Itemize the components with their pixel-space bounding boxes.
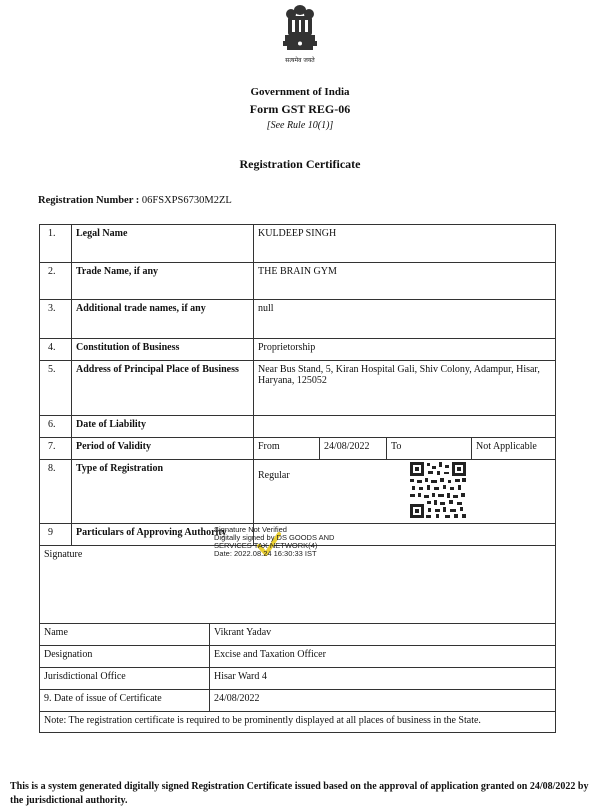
row-2-number: 2. bbox=[39, 262, 72, 300]
name-value: Vikrant Yadav bbox=[209, 623, 556, 646]
row-3-number: 3. bbox=[39, 299, 72, 339]
signature-signer-line-2: SERVICES TAX NETWORK(4) bbox=[214, 541, 318, 550]
emblem-motto: सत्यमेव जयते bbox=[285, 57, 315, 64]
registration-number-label: Registration Number : bbox=[38, 195, 142, 206]
row-9-label: Particulars of Approving Authority bbox=[71, 523, 254, 546]
qr-code-icon bbox=[410, 462, 466, 518]
signature-status: Signature Not Verified bbox=[214, 525, 287, 534]
row-7-label: Period of Validity bbox=[71, 437, 254, 460]
certificate-title: Registration Certificate bbox=[239, 157, 361, 171]
row-2-value: THE BRAIN GYM bbox=[253, 262, 556, 300]
government-heading: Government of India bbox=[250, 86, 350, 98]
row-6-label: Date of Liability bbox=[71, 415, 254, 438]
signature-date: Date: 2022.08.24 16:30:33 IST bbox=[214, 549, 317, 558]
signature-signer-line: Digitally signed by DS GOODS AND bbox=[214, 533, 335, 542]
row-3-value: null bbox=[253, 299, 556, 339]
jurisdictional-office-value: Hisar Ward 4 bbox=[209, 667, 556, 690]
row-2-label: Trade Name, if any bbox=[71, 262, 254, 300]
registration-number-line bbox=[38, 195, 232, 206]
row-1-value: KULDEEP SINGH bbox=[253, 224, 556, 263]
row-8-label: Type of Registration bbox=[71, 459, 254, 524]
row-5-value: Near Bus Stand, 5, Kiran Hospital Gali, Shiv Colony, Adampur, Hisar, Haryana, 125052 bbox=[253, 360, 556, 416]
validity-to-value: Not Applicable bbox=[471, 437, 556, 460]
form-title: Form GST REG-06 bbox=[249, 102, 351, 116]
validity-to-label: To bbox=[386, 437, 472, 460]
row-4-value: Proprietorship bbox=[253, 338, 556, 361]
row-4-number: 4. bbox=[39, 338, 72, 361]
name-label: Name bbox=[39, 623, 210, 646]
row-5-label: Address of Principal Place of Business bbox=[71, 360, 254, 416]
row-8-number: 8. bbox=[39, 459, 72, 524]
row-1-number: 1. bbox=[39, 224, 72, 263]
jurisdictional-office-label: Jurisdictional Office bbox=[39, 667, 210, 690]
designation-value: Excise and Taxation Officer bbox=[209, 645, 556, 668]
digital-signature-stamp bbox=[214, 526, 334, 558]
issue-date-label: 9. Date of issue of Certificate bbox=[39, 689, 210, 712]
signature-label: Signature bbox=[39, 545, 556, 624]
registration-number-value: 06FSXPS6730M2ZL bbox=[141, 195, 232, 206]
row-5-number: 5. bbox=[39, 360, 72, 416]
validity-from-label: From bbox=[253, 437, 320, 460]
row-8-value: Regular bbox=[253, 459, 556, 524]
designation-label: Designation bbox=[39, 645, 210, 668]
row-4-label: Constitution of Business bbox=[71, 338, 254, 361]
rule-reference: [See Rule 10(1)] bbox=[266, 120, 334, 131]
row-3-label: Additional trade names, if any bbox=[71, 299, 254, 339]
row-6-number: 6. bbox=[39, 415, 72, 438]
row-7-number: 7. bbox=[39, 437, 72, 460]
issue-date-value: 24/08/2022 bbox=[209, 689, 556, 712]
row-1-label: Legal Name bbox=[71, 224, 254, 263]
row-6-value bbox=[253, 415, 556, 438]
validity-from-value: 24/08/2022 bbox=[319, 437, 387, 460]
row-9-number: 9 bbox=[39, 523, 72, 546]
display-note: Note: The registration certificate is required to be prominently displayed at all places of business in the State. bbox=[39, 711, 556, 733]
footer-disclaimer: This is a system generated digitally signed Registration Certificate issued based on the approval of application granted on 24/08/2022 by the jurisdictional authority. bbox=[10, 781, 589, 806]
